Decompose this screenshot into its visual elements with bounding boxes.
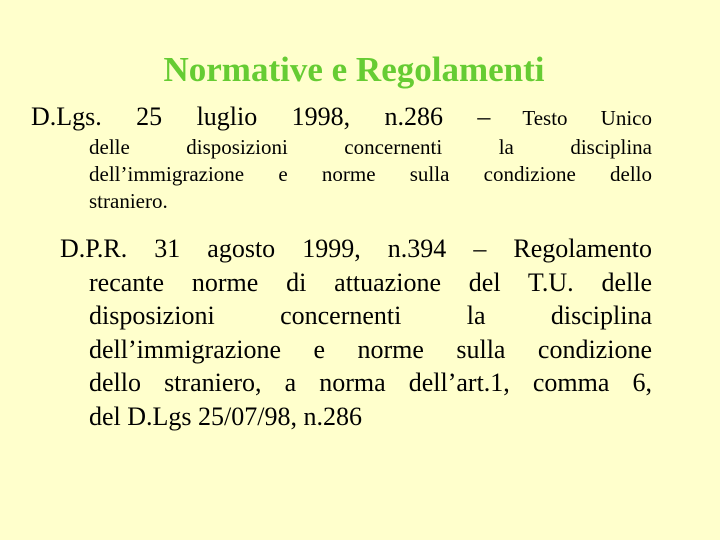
bullet-text-line: Testo Unico bbox=[522, 106, 653, 130]
bullet-text-line: dell’immigrazione e norme sulla condizione dello bbox=[89, 162, 652, 186]
bullet-lead-text: D.Lgs. 25 luglio 1998, n.286 – bbox=[31, 102, 491, 131]
bullet-first-line: D.P.R. 31 agosto 1999, n.394 – Regolamento bbox=[60, 234, 652, 263]
bullet-first-line bbox=[31, 100, 653, 134]
bullet-item-dlgs bbox=[31, 100, 653, 215]
bullet-continuation bbox=[89, 134, 652, 215]
slide-title: Normative e Regolamenti bbox=[163, 50, 545, 89]
bullet-text-line: straniero. bbox=[89, 189, 168, 213]
bullet-text-line: recante norme di attuazione del T.U. delle bbox=[89, 267, 652, 297]
bullet-text-line: delle disposizioni concernenti la disciplina bbox=[89, 135, 652, 159]
bullet-text-line: dello straniero, a norma dell’art.1, comma 6, bbox=[89, 368, 652, 397]
bullet-text-line: dell’immigrazione e norme sulla condizione bbox=[89, 334, 652, 364]
bullet-text-line: del D.Lgs 25/07/98, n.286 bbox=[89, 401, 362, 431]
bullet-text-line: disposizioni concernenti la disciplina bbox=[89, 301, 652, 330]
bullet-item-dpr bbox=[60, 232, 652, 433]
